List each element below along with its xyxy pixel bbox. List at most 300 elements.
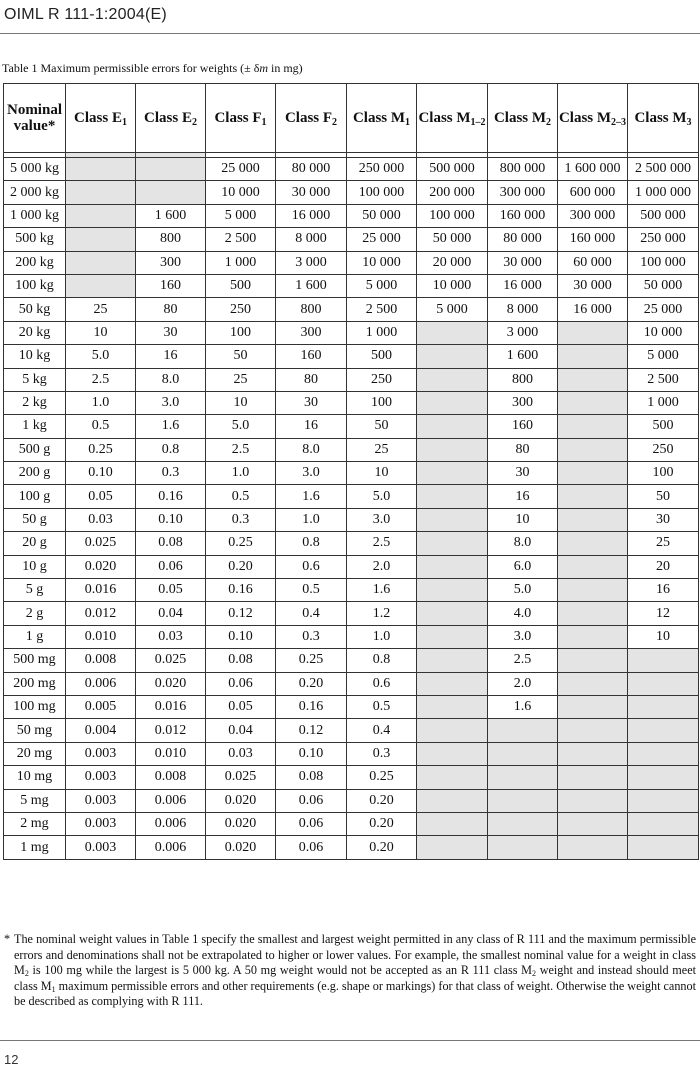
mpe-value-cell: 50 — [628, 485, 699, 508]
nominal-value-cell: 100 g — [4, 485, 66, 508]
mpe-value-cell: 10 — [347, 462, 417, 485]
mpe-value-cell: 800 — [488, 368, 558, 391]
mpe-value-cell: 0.006 — [136, 812, 206, 835]
not-applicable-cell — [417, 766, 488, 789]
nominal-value-cell: 10 g — [4, 555, 66, 578]
mpe-value-cell: 0.16 — [206, 579, 276, 602]
mpe-value-cell: 0.12 — [276, 719, 347, 742]
table-row — [4, 391, 699, 414]
mpe-value-cell: 30 — [276, 391, 347, 414]
nominal-value-cell: 100 kg — [4, 274, 66, 297]
mpe-value-cell: 0.16 — [276, 695, 347, 718]
table-row — [4, 321, 699, 344]
table-row — [4, 532, 699, 555]
footer-divider — [0, 1040, 700, 1041]
mpe-value-cell: 0.06 — [276, 789, 347, 812]
table-row — [4, 181, 699, 204]
mpe-value-cell: 2.5 — [66, 368, 136, 391]
table-row — [4, 298, 699, 321]
nominal-value-cell: 1 kg — [4, 415, 66, 438]
mpe-value-cell: 0.20 — [347, 836, 417, 859]
mpe-value-cell: 800 — [136, 228, 206, 251]
not-applicable-cell — [558, 462, 628, 485]
table-row — [4, 204, 699, 227]
mpe-value-cell: 3 000 — [488, 321, 558, 344]
mpe-value-cell: 0.003 — [66, 766, 136, 789]
mpe-value-cell: 0.05 — [66, 485, 136, 508]
mpe-value-cell: 100 000 — [347, 181, 417, 204]
mpe-value-cell: 300 000 — [488, 181, 558, 204]
nominal-value-cell: 5 g — [4, 579, 66, 602]
not-applicable-cell — [417, 391, 488, 414]
mpe-value-cell: 8.0 — [276, 438, 347, 461]
nominal-value-cell: 5 kg — [4, 368, 66, 391]
column-header-class: Class $M_3$ — [628, 84, 699, 153]
not-applicable-cell — [628, 789, 699, 812]
not-applicable-cell — [628, 695, 699, 718]
mpe-value-cell: 10 000 — [628, 321, 699, 344]
not-applicable-cell — [417, 649, 488, 672]
mpe-value-cell: 2 500 — [628, 368, 699, 391]
not-applicable-cell — [628, 766, 699, 789]
mpe-value-cell: 1 000 000 — [628, 181, 699, 204]
mpe-value-cell: 10 000 — [206, 181, 276, 204]
mpe-value-cell: 0.25 — [206, 532, 276, 555]
mpe-value-cell: 0.6 — [276, 555, 347, 578]
table-row — [4, 836, 699, 859]
column-header-class: Class $F_1$ — [206, 84, 276, 153]
mpe-value-cell: 8.0 — [488, 532, 558, 555]
mpe-value-cell: 0.10 — [66, 462, 136, 485]
mpe-value-cell: 0.8 — [136, 438, 206, 461]
not-applicable-cell — [558, 836, 628, 859]
not-applicable-cell — [417, 602, 488, 625]
mpe-value-cell: 0.025 — [206, 766, 276, 789]
not-applicable-cell — [628, 742, 699, 765]
column-header-class: Class $M_2$ — [488, 84, 558, 153]
mpe-value-cell: 3.0 — [488, 625, 558, 648]
mpe-value-cell: 30 000 — [276, 181, 347, 204]
mpe-value-cell: 2.0 — [347, 555, 417, 578]
mpe-value-cell: 0.020 — [136, 672, 206, 695]
footnote-text: The nominal weight values in Table 1 specify the smallest and largest weight permitted in any class of R 111 and the maximum permissible errors and denominations shall not be extrapolated to higher or lower values. For example, the smallest nominal value for a weight in class $M_2$ is 100 mg while the largest is 5 000 kg. A 50 mg weight would not be accepted as an R 111 class $M_2$ weight and instead should meet class $M_1$ maximum permissible errors and other requirements (e.g. shape or markings) for that class of weight. Otherwise the weight cannot be described as complying with R 111. — [14, 932, 696, 1009]
table-row — [4, 485, 699, 508]
not-applicable-cell — [66, 274, 136, 297]
mpe-value-cell: 30 000 — [488, 251, 558, 274]
mpe-value-cell: 1 600 000 — [558, 158, 628, 181]
mpe-value-cell: 1.0 — [66, 391, 136, 414]
mpe-value-cell: 20 000 — [417, 251, 488, 274]
not-applicable-cell — [628, 672, 699, 695]
mpe-value-cell: 25 000 — [347, 228, 417, 251]
mpe-value-cell: 1.6 — [136, 415, 206, 438]
mpe-value-cell: 0.010 — [136, 742, 206, 765]
mpe-value-cell: 0.03 — [136, 625, 206, 648]
mpe-value-cell: 5 000 — [417, 298, 488, 321]
mpe-value-cell: 160 — [136, 274, 206, 297]
mpe-value-cell: 800 000 — [488, 158, 558, 181]
mpe-value-cell: 250 000 — [347, 158, 417, 181]
mpe-value-cell: 500 — [206, 274, 276, 297]
not-applicable-cell — [558, 695, 628, 718]
mpe-value-cell: 1.6 — [276, 485, 347, 508]
mpe-value-cell: 0.5 — [66, 415, 136, 438]
mpe-value-cell: 1.6 — [488, 695, 558, 718]
mpe-value-cell: 2 500 — [347, 298, 417, 321]
not-applicable-cell — [417, 415, 488, 438]
nominal-value-cell: 1 000 kg — [4, 204, 66, 227]
mpe-value-cell: 0.03 — [66, 508, 136, 531]
mpe-value-cell: 5 000 — [628, 345, 699, 368]
not-applicable-cell — [558, 649, 628, 672]
not-applicable-cell — [66, 181, 136, 204]
mpe-value-cell: 30 — [488, 462, 558, 485]
mpe-value-cell: 0.3 — [347, 742, 417, 765]
not-applicable-cell — [66, 158, 136, 181]
not-applicable-cell — [66, 228, 136, 251]
not-applicable-cell — [558, 321, 628, 344]
table-row — [4, 812, 699, 835]
table-row — [4, 228, 699, 251]
header-divider — [0, 33, 700, 34]
mpe-value-cell: 0.04 — [206, 719, 276, 742]
nominal-value-cell: 20 mg — [4, 742, 66, 765]
mpe-value-cell: 60 000 — [558, 251, 628, 274]
table-row — [4, 579, 699, 602]
nominal-value-cell: 100 mg — [4, 695, 66, 718]
not-applicable-cell — [417, 508, 488, 531]
not-applicable-cell — [66, 204, 136, 227]
table-row — [4, 789, 699, 812]
mpe-value-cell: 100 000 — [628, 251, 699, 274]
mpe-value-cell: 25 — [66, 298, 136, 321]
not-applicable-cell — [558, 508, 628, 531]
mpe-value-cell: 25 000 — [206, 158, 276, 181]
mpe-value-cell: 300 000 — [558, 204, 628, 227]
mpe-value-cell: 0.006 — [66, 672, 136, 695]
mpe-value-cell: 1 000 — [206, 251, 276, 274]
not-applicable-cell — [488, 836, 558, 859]
not-applicable-cell — [488, 719, 558, 742]
nominal-value-cell: 2 000 kg — [4, 181, 66, 204]
mpe-value-cell: 0.006 — [136, 836, 206, 859]
mpe-value-cell: 300 — [136, 251, 206, 274]
mpe-value-cell: 10 — [488, 508, 558, 531]
nominal-value-cell: 20 g — [4, 532, 66, 555]
mpe-value-cell: 100 000 — [417, 204, 488, 227]
not-applicable-cell — [417, 321, 488, 344]
column-header-class: Class $M_1$ — [347, 84, 417, 153]
mpe-value-cell: 0.08 — [276, 766, 347, 789]
table-caption — [2, 61, 303, 76]
not-applicable-cell — [417, 532, 488, 555]
mpe-value-cell: 0.16 — [136, 485, 206, 508]
not-applicable-cell — [417, 462, 488, 485]
mpe-value-cell: 0.012 — [66, 602, 136, 625]
page-number: 12 — [4, 1052, 19, 1067]
not-applicable-cell — [628, 649, 699, 672]
mpe-value-cell: 600 000 — [558, 181, 628, 204]
mpe-value-cell: 0.003 — [66, 836, 136, 859]
mpe-value-cell: 30 — [136, 321, 206, 344]
mpe-value-cell: 80 000 — [276, 158, 347, 181]
caption-prefix: Table 1 Maximum permissible errors for weights (± δ — [2, 61, 260, 75]
table-row — [4, 368, 699, 391]
mpe-value-cell: 200 000 — [417, 181, 488, 204]
not-applicable-cell — [558, 789, 628, 812]
mpe-value-cell: 100 — [206, 321, 276, 344]
mpe-value-cell: 10 000 — [347, 251, 417, 274]
mpe-value-cell: 10 — [66, 321, 136, 344]
nominal-value-cell: 1 mg — [4, 836, 66, 859]
mpe-value-cell: 8 000 — [488, 298, 558, 321]
mpe-value-cell: 0.004 — [66, 719, 136, 742]
mpe-value-cell: 0.20 — [347, 812, 417, 835]
mpe-value-cell: 0.012 — [136, 719, 206, 742]
not-applicable-cell — [488, 766, 558, 789]
mpe-value-cell: 0.25 — [347, 766, 417, 789]
mpe-value-cell: 0.8 — [276, 532, 347, 555]
table-row — [4, 695, 699, 718]
mpe-value-cell: 16 000 — [488, 274, 558, 297]
not-applicable-cell — [558, 602, 628, 625]
nominal-value-cell: 1 g — [4, 625, 66, 648]
mpe-value-cell: 1.2 — [347, 602, 417, 625]
not-applicable-cell — [417, 579, 488, 602]
mpe-value-cell: 1 600 — [276, 274, 347, 297]
mpe-value-cell: 250 — [628, 438, 699, 461]
not-applicable-cell — [417, 485, 488, 508]
table-row — [4, 742, 699, 765]
nominal-value-cell: 50 kg — [4, 298, 66, 321]
mpe-value-cell: 800 — [276, 298, 347, 321]
not-applicable-cell — [628, 836, 699, 859]
mpe-value-cell: 300 — [276, 321, 347, 344]
not-applicable-cell — [417, 555, 488, 578]
mpe-value-cell: 2.5 — [347, 532, 417, 555]
mpe-value-cell: 0.10 — [136, 508, 206, 531]
mpe-value-cell: 0.006 — [136, 789, 206, 812]
nominal-value-cell: 2 mg — [4, 812, 66, 835]
table-row — [4, 649, 699, 672]
not-applicable-cell — [417, 719, 488, 742]
not-applicable-cell — [628, 719, 699, 742]
mpe-value-cell: 0.025 — [66, 532, 136, 555]
mpe-value-cell: 0.6 — [347, 672, 417, 695]
mpe-value-cell: 1 600 — [488, 345, 558, 368]
mpe-value-cell: 0.025 — [136, 649, 206, 672]
mpe-value-cell: 5.0 — [66, 345, 136, 368]
table-row — [4, 555, 699, 578]
document-header: OIML R 111-1:2004(E) — [4, 6, 167, 23]
nominal-value-cell: 10 kg — [4, 345, 66, 368]
mpe-value-cell: 80 000 — [488, 228, 558, 251]
mpe-value-cell: 8 000 — [276, 228, 347, 251]
not-applicable-cell — [136, 181, 206, 204]
table-row — [4, 766, 699, 789]
mpe-value-cell: 0.010 — [66, 625, 136, 648]
not-applicable-cell — [417, 742, 488, 765]
mpe-value-cell: 160 000 — [488, 204, 558, 227]
nominal-value-cell: 200 g — [4, 462, 66, 485]
footnote-mark: * — [4, 932, 11, 946]
mpe-value-cell: 10 — [628, 625, 699, 648]
caption-variable: m — [259, 61, 269, 75]
mpe-value-cell: 0.06 — [136, 555, 206, 578]
mpe-value-cell: 500 000 — [417, 158, 488, 181]
mpe-value-cell: 50 000 — [417, 228, 488, 251]
mpe-value-cell: 0.5 — [347, 695, 417, 718]
mpe-value-cell: 16 000 — [276, 204, 347, 227]
mpe-value-cell: 2.0 — [488, 672, 558, 695]
nominal-value-cell: 50 g — [4, 508, 66, 531]
mpe-value-cell: 8.0 — [136, 368, 206, 391]
mpe-value-cell: 1.6 — [347, 579, 417, 602]
nominal-value-cell: 500 g — [4, 438, 66, 461]
not-applicable-cell — [417, 625, 488, 648]
mpe-value-cell: 20 — [628, 555, 699, 578]
mpe-value-cell: 100 — [628, 462, 699, 485]
not-applicable-cell — [558, 438, 628, 461]
not-applicable-cell — [417, 695, 488, 718]
mpe-value-cell: 0.08 — [136, 532, 206, 555]
table-row — [4, 274, 699, 297]
mpe-value-cell: 0.10 — [276, 742, 347, 765]
not-applicable-cell — [558, 368, 628, 391]
mpe-value-cell: 50 000 — [347, 204, 417, 227]
not-applicable-cell — [488, 812, 558, 835]
mpe-value-cell: 2.5 — [206, 438, 276, 461]
not-applicable-cell — [558, 532, 628, 555]
nominal-value-cell: 200 mg — [4, 672, 66, 695]
mpe-value-cell: 30 — [628, 508, 699, 531]
caption-suffix: in mg) — [268, 61, 303, 75]
table-row — [4, 508, 699, 531]
mpe-value-cell: 0.05 — [206, 695, 276, 718]
mpe-value-cell: 0.5 — [206, 485, 276, 508]
mpe-value-cell: 3 000 — [276, 251, 347, 274]
mpe-value-cell: 250 — [206, 298, 276, 321]
mpe-value-cell: 30 000 — [558, 274, 628, 297]
mpe-value-cell: 5.0 — [206, 415, 276, 438]
mpe-value-cell: 50 000 — [628, 274, 699, 297]
not-applicable-cell — [417, 812, 488, 835]
mpe-value-cell: 0.25 — [66, 438, 136, 461]
mpe-value-cell: 300 — [488, 391, 558, 414]
mpe-value-cell: 2 500 000 — [628, 158, 699, 181]
mpe-value-cell: 0.020 — [66, 555, 136, 578]
not-applicable-cell — [558, 766, 628, 789]
mpe-value-cell: 0.3 — [136, 462, 206, 485]
mpe-value-cell: 0.25 — [276, 649, 347, 672]
mpe-value-cell: 500 000 — [628, 204, 699, 227]
mpe-value-cell: 5 000 — [206, 204, 276, 227]
mpe-value-cell: 10 — [206, 391, 276, 414]
mpe-value-cell: 12 — [628, 602, 699, 625]
mpe-value-cell: 1.0 — [276, 508, 347, 531]
mpe-value-cell: 50 — [347, 415, 417, 438]
not-applicable-cell — [558, 485, 628, 508]
column-header-class: Class $E_1$ — [66, 84, 136, 153]
mpe-value-cell: 0.20 — [276, 672, 347, 695]
mpe-value-cell: 16 — [136, 345, 206, 368]
mpe-value-cell: 4.0 — [488, 602, 558, 625]
mpe-value-cell: 100 — [347, 391, 417, 414]
not-applicable-cell — [417, 836, 488, 859]
mpe-value-cell: 0.20 — [206, 555, 276, 578]
nominal-value-cell: 2 g — [4, 602, 66, 625]
mpe-value-cell: 50 — [206, 345, 276, 368]
mpe-value-cell: 0.3 — [276, 625, 347, 648]
mpe-value-cell: 0.003 — [66, 789, 136, 812]
nominal-value-cell: 500 mg — [4, 649, 66, 672]
mpe-value-cell: 16 — [628, 579, 699, 602]
nominal-value-cell: 5 mg — [4, 789, 66, 812]
mpe-value-cell: 3.0 — [276, 462, 347, 485]
nominal-value-cell: 200 kg — [4, 251, 66, 274]
mpe-value-cell: 10 000 — [417, 274, 488, 297]
mpe-value-cell: 2 500 — [206, 228, 276, 251]
mpe-value-cell: 0.08 — [206, 649, 276, 672]
mpe-value-cell: 0.003 — [66, 742, 136, 765]
not-applicable-cell — [488, 789, 558, 812]
mpe-value-cell: 0.06 — [276, 812, 347, 835]
mpe-value-cell: 16 — [488, 485, 558, 508]
mpe-value-cell: 0.016 — [66, 579, 136, 602]
mpe-value-cell: 80 — [276, 368, 347, 391]
mpe-value-cell: 0.05 — [136, 579, 206, 602]
mpe-value-cell: 2.5 — [488, 649, 558, 672]
nominal-value-cell: 10 mg — [4, 766, 66, 789]
table-row — [4, 251, 699, 274]
mpe-value-cell: 25 — [206, 368, 276, 391]
column-header-class: Class $M_{2-3}$ — [558, 84, 628, 153]
mpe-value-cell: 5.0 — [347, 485, 417, 508]
mpe-value-cell: 250 — [347, 368, 417, 391]
mpe-value-cell: 5 000 — [347, 274, 417, 297]
mpe-value-cell: 3.0 — [136, 391, 206, 414]
mpe-value-cell: 0.4 — [347, 719, 417, 742]
mpe-value-cell: 0.016 — [136, 695, 206, 718]
table-row — [4, 602, 699, 625]
not-applicable-cell — [558, 345, 628, 368]
mpe-value-cell: 80 — [488, 438, 558, 461]
mpe-value-cell: 1 000 — [628, 391, 699, 414]
mpe-value-cell: 0.003 — [66, 812, 136, 835]
mpe-value-cell: 0.06 — [206, 672, 276, 695]
not-applicable-cell — [558, 742, 628, 765]
mpe-table — [3, 83, 699, 860]
mpe-value-cell: 16 — [276, 415, 347, 438]
not-applicable-cell — [558, 391, 628, 414]
nominal-value-cell: 50 mg — [4, 719, 66, 742]
mpe-value-cell: 16 000 — [558, 298, 628, 321]
not-applicable-cell — [558, 415, 628, 438]
mpe-value-cell: 0.020 — [206, 812, 276, 835]
column-header-class: Class $F_2$ — [276, 84, 347, 153]
mpe-value-cell: 0.03 — [206, 742, 276, 765]
not-applicable-cell — [558, 719, 628, 742]
footnote — [4, 932, 696, 1010]
mpe-value-cell: 1 600 — [136, 204, 206, 227]
mpe-value-cell: 160 000 — [558, 228, 628, 251]
mpe-value-cell: 80 — [136, 298, 206, 321]
nominal-value-cell: 500 kg — [4, 228, 66, 251]
not-applicable-cell — [136, 158, 206, 181]
mpe-value-cell: 3.0 — [347, 508, 417, 531]
mpe-value-cell: 25 000 — [628, 298, 699, 321]
mpe-value-cell: 6.0 — [488, 555, 558, 578]
